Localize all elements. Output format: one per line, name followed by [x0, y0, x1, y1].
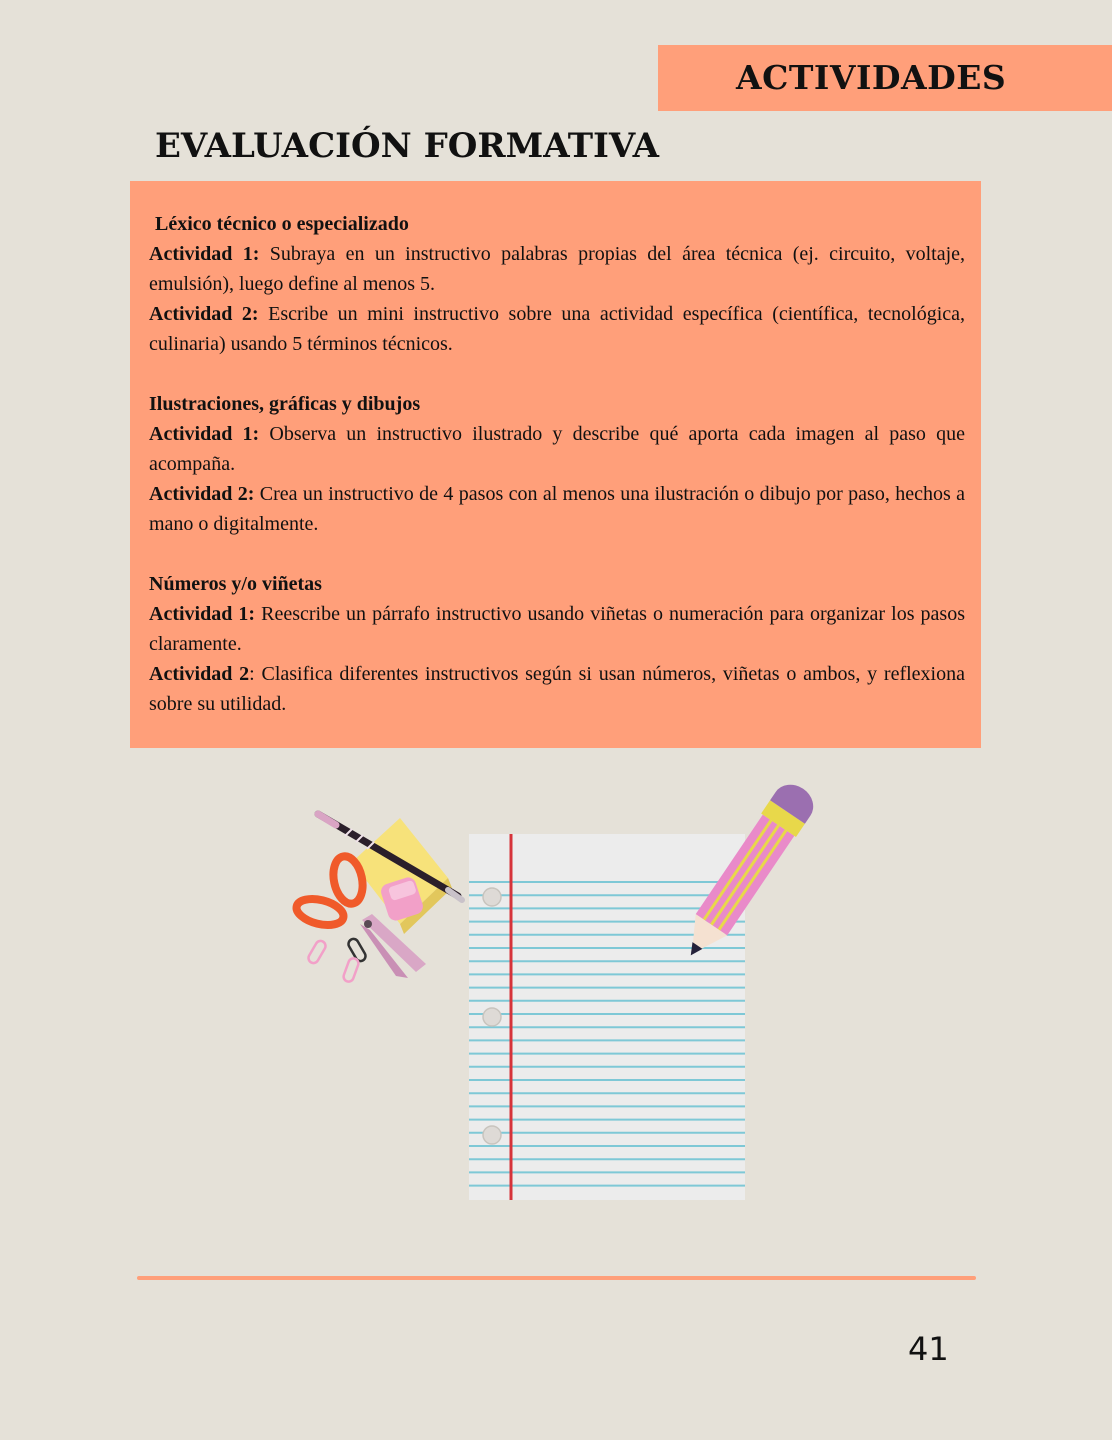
activity-label: Actividad 1:	[149, 423, 260, 445]
header-tab	[658, 45, 1112, 111]
notebook-paper-icon	[469, 834, 745, 1200]
activities-box	[130, 181, 981, 748]
page-number: 41	[908, 1330, 949, 1368]
section-spacer	[149, 539, 965, 569]
section-heading-numeros: Números y/o viñetas	[149, 573, 322, 595]
activity-item	[149, 479, 965, 539]
section-heading-ilustraciones: Ilustraciones, gráficas y dibujos	[149, 393, 421, 415]
activity-item	[149, 659, 965, 719]
activity-item	[149, 419, 965, 479]
activity-item	[149, 239, 965, 299]
stationery-illustration	[280, 780, 860, 1210]
activity-text: Reescribe un párrafo instructivo usando viñetas o numeración para organizar los pasos claramente.	[149, 603, 965, 655]
footer-divider	[137, 1276, 976, 1280]
activity-label: Actividad 1:	[149, 243, 260, 265]
header-tab-title: ACTIVIDADES	[736, 58, 1007, 97]
activity-label: Actividad 1:	[149, 603, 256, 625]
activity-text: : Clasifica diferentes instructivos según si usan números, viñetas o ambos, y reflexiona sobre su utilidad.	[149, 663, 965, 715]
activity-text: Crea un instructivo de 4 pasos con al menos una ilustración o dibujo por paso, hechos a mano o digitalmente.	[149, 483, 966, 535]
activity-text: Subraya en un instructivo palabras propias del área técnica (ej. circuito, voltaje, emulsión), luego define al menos 5.	[149, 243, 966, 295]
activity-text: Escribe un mini instructivo sobre una actividad específica (científica, tecnológica, culinaria) usando 5 términos técnicos.	[149, 303, 966, 355]
activity-item	[149, 599, 965, 659]
activity-item	[149, 299, 965, 359]
paper-clip-icon	[307, 937, 368, 983]
section-spacer	[149, 359, 965, 389]
activity-label: Actividad 2:	[149, 483, 255, 505]
page-title: EVALUACIÓN FORMATIVA	[155, 126, 660, 166]
section-heading-lexico: Léxico técnico o especializado	[155, 213, 409, 235]
activity-text: Observa un instructivo ilustrado y describe qué aporta cada imagen al paso que acompaña.	[149, 423, 966, 475]
activity-label: Actividad 2	[149, 663, 250, 685]
activity-label: Actividad 2:	[149, 303, 259, 325]
